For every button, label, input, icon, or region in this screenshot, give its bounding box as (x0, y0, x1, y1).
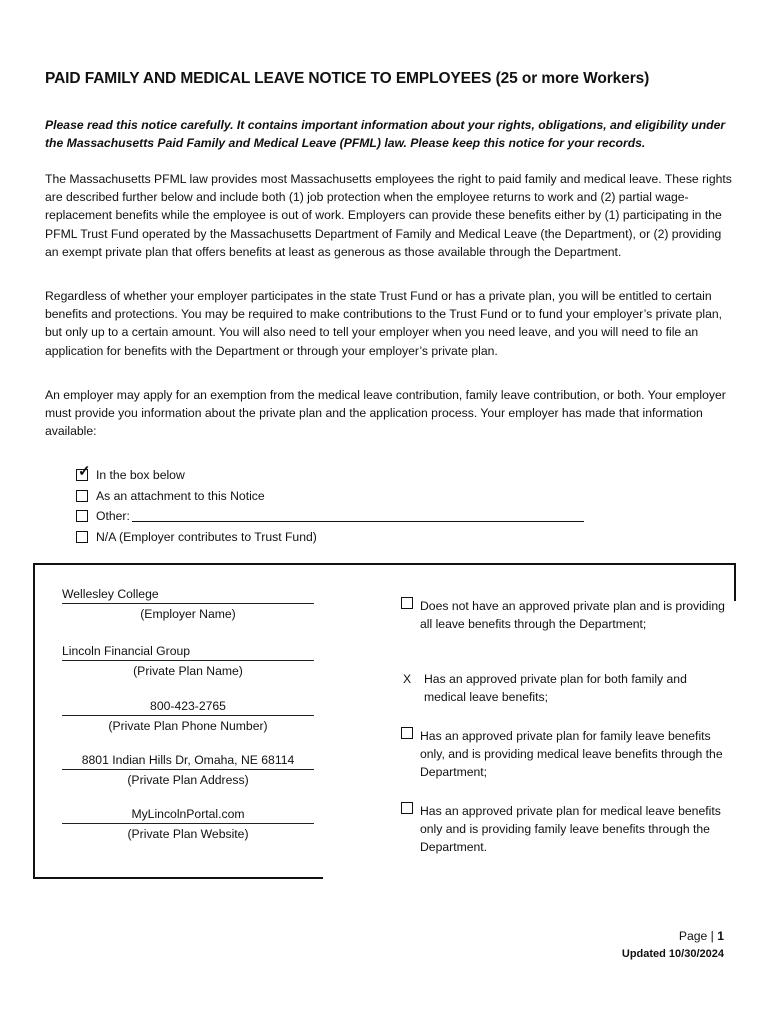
option-other (74, 507, 584, 528)
checkbox[interactable] (401, 802, 413, 814)
box-border-top (33, 563, 736, 565)
field-underline (62, 715, 314, 716)
plan-name-value: Lincoln Financial Group (62, 644, 191, 658)
option-attachment (74, 487, 584, 508)
paragraph-pfml-rights: The Massachusetts PFML law provides most Massachusetts employees the right to paid family and medical leave. These rights are described further below and include both (1) job protection when the employee returns to work and (2) partial wage-replacement benefits while the employee is out of work. Employers can provide these benefits either by (1) participating in the PFML Trust Fund operated by the Massachusetts Department of Family and Medical Leave (the Department), or (2) providing an exempt private plan that offers benefits at least as generous as those available through the Department. (45, 172, 732, 259)
checkbox-checked[interactable] (76, 463, 91, 481)
paragraph-exemption: An employer may apply for an exemption from the medical leave contribution, family leave contribution, or both. Your employer must provide you information about the private plan and the application process. Your employer has made that information available: (45, 388, 726, 439)
page-title: PAID FAMILY AND MEDICAL LEAVE NOTICE TO EMPLOYEES (25 or more Workers) (45, 70, 650, 87)
option-in-box-below (74, 463, 584, 487)
plan-website-field (62, 806, 314, 842)
plan-name-field (62, 643, 314, 679)
intro-text: Please read this notice carefully. It contains important information about your rights, obligations, and eligibility under the Massachusetts Paid Family and Medical Leave (PFML) law. Please keep this notice for your records. (45, 118, 726, 150)
checkbox[interactable] (401, 727, 413, 739)
field-underline (62, 769, 314, 770)
plan-website-value: MyLincolnPortal.com (131, 807, 245, 821)
employer-name-label: (Employer Name) (140, 607, 236, 621)
plan-phone-value: 800-423-2765 (150, 699, 226, 713)
plan-phone-label: (Private Plan Phone Number) (108, 719, 268, 733)
choice-text: Has an approved private plan for medical leave benefits only and is providing family leave benefits through the Department. (420, 804, 721, 855)
option-label: In the box below (96, 468, 185, 482)
plan-phone-field (62, 698, 314, 734)
box-border-bottom (33, 877, 323, 879)
box-border-right (734, 563, 736, 601)
plan-website-label: (Private Plan Website) (127, 827, 249, 841)
employer-name-field (62, 586, 314, 622)
checkbox[interactable] (76, 490, 88, 502)
choice-text: Does not have an approved private plan and is providing all leave benefits through the Department; (420, 599, 725, 632)
choice-text: Has an approved private plan for both family and medical leave benefits; (424, 672, 687, 705)
option-label: Other: (96, 509, 130, 523)
option-label: N/A (Employer contributes to Trust Fund) (96, 529, 317, 544)
x-mark[interactable]: X (403, 672, 412, 686)
checkbox[interactable] (76, 531, 88, 543)
option-label: As an attachment to this Notice (96, 488, 265, 503)
field-underline (62, 603, 314, 604)
field-underline (62, 660, 314, 661)
checkbox[interactable] (401, 597, 413, 609)
check-icon: ✓ (78, 463, 91, 480)
page-label: Page | (678, 929, 714, 943)
checkbox[interactable] (76, 510, 88, 522)
plan-address-value: 8801 Indian Hills Dr, Omaha, NE 68114 (81, 753, 295, 767)
plan-address-label: (Private Plan Address) (127, 773, 249, 787)
plan-name-label: (Private Plan Name) (133, 664, 243, 678)
employer-name-value: Wellesley College (62, 587, 159, 601)
info-availability-options (74, 463, 584, 548)
paragraph-benefits: Regardless of whether your employer participates in the state Trust Fund or has a private plan, you will be entitled to certain benefits and protections. You may be required to make contributions to the Trust Fund or to fund your employer’s private plan, but only up to a certain amount. You will also need to tell your employer when you need leave, and you will need to file an application for benefits with the Department or through your employer’s private plan. (45, 289, 723, 358)
box-border-left (33, 563, 35, 879)
field-underline (62, 823, 314, 824)
page-footer (622, 927, 724, 963)
updated-date: Updated 10/30/2024 (621, 948, 724, 960)
choice-text: Has an approved private plan for family leave benefits only, and is providing medical leave benefits through the Department; (420, 729, 723, 780)
page-number (622, 927, 724, 945)
option-na (74, 528, 584, 549)
page-number-value: 1 (717, 929, 724, 943)
plan-address-field (62, 752, 314, 788)
other-blank-line[interactable] (132, 509, 584, 522)
